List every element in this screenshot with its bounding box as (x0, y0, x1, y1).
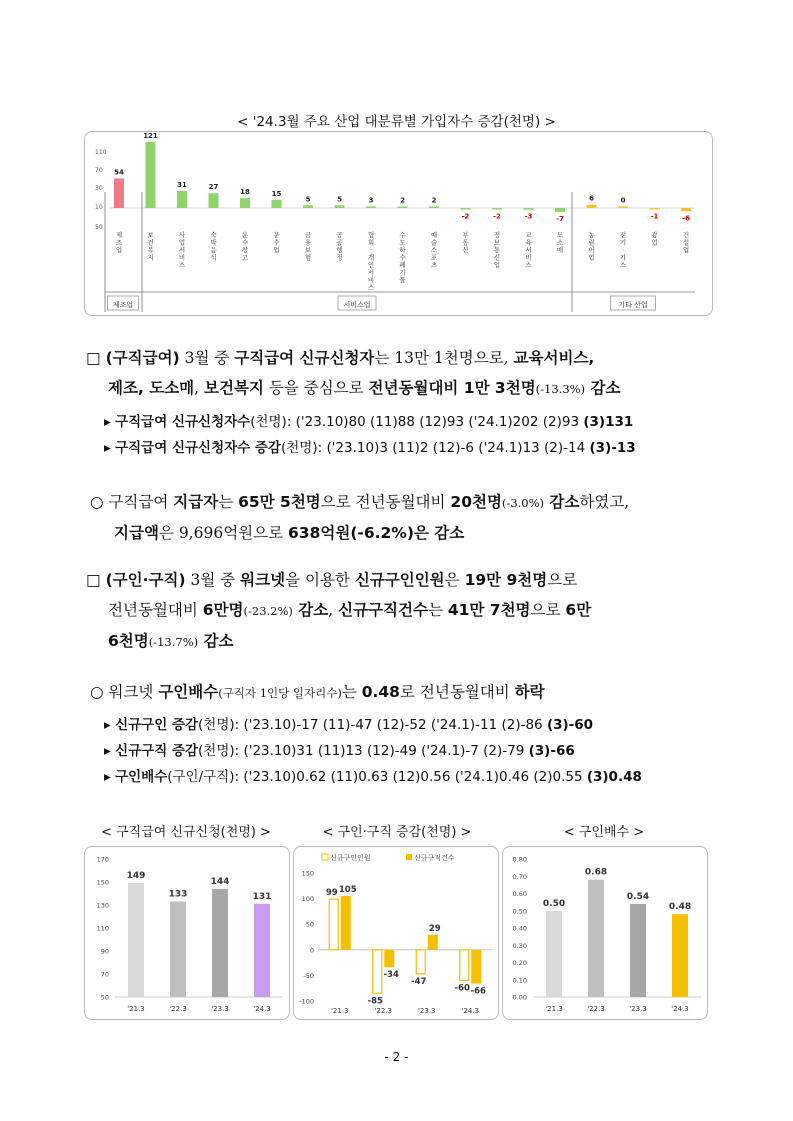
y-tick-label: 150 (301, 869, 314, 878)
data-label: -7 (556, 214, 564, 223)
data-label: 149 (126, 871, 146, 882)
bar (170, 902, 186, 997)
category-label: 숙 박 음 식 (210, 231, 217, 262)
triangle-bullet-icon: ▸ (104, 743, 111, 759)
category-label: 건 설 업 (682, 231, 690, 254)
y-tick-label: 50 (305, 920, 314, 929)
legend-swatch (406, 854, 412, 860)
y-tick-label: 110 (95, 149, 107, 156)
x-tick-label: '22.3 (169, 1005, 187, 1013)
x-tick-label: '22.3 (374, 1007, 393, 1015)
bar (398, 207, 408, 209)
data-label: -2 (461, 212, 470, 221)
data-label: -60 (454, 983, 470, 994)
bullet-list-1 (104, 409, 744, 461)
y-tick-label: 150 (96, 878, 109, 887)
category-label: 광 업 (651, 231, 658, 247)
bar (492, 208, 502, 210)
category-label: 부 동 산 (462, 231, 469, 254)
data-label: -34 (383, 970, 399, 981)
data-label: -66 (470, 986, 486, 997)
category-label: 운 수 업 (273, 231, 280, 254)
legend-label: 신규구직건수 (414, 854, 455, 862)
bar (335, 205, 345, 208)
data-label: -47 (411, 976, 427, 987)
data-label: 18 (240, 188, 250, 197)
y-tick-label: 10 (95, 204, 103, 211)
data-label: 121 (143, 132, 158, 140)
y-tick-label: 0.50 (512, 907, 527, 916)
x-tick-label: '21.3 (127, 1005, 145, 1013)
bar-job-offers (416, 950, 425, 974)
x-tick-label: '24.3 (671, 1005, 689, 1013)
y-tick-label: 70 (95, 167, 103, 174)
bar (587, 205, 597, 208)
bar (681, 208, 691, 211)
chart1-title: < 구직급여 신규신청(천명) > (101, 825, 271, 840)
main-chart-title: < '24.3월 주요 산업 대분류별 가입자수 증감(천명) > (237, 114, 556, 130)
x-tick-label: '23.3 (211, 1005, 229, 1013)
legend-label: 신규구인인원 (330, 854, 371, 862)
category-label: 교 육 서 비 스 (525, 231, 532, 269)
data-label: 2 (431, 196, 437, 205)
y-tick-label: 70 (100, 970, 109, 979)
y-tick-label: 170 (96, 855, 109, 864)
chart1-box (84, 846, 290, 1020)
data-label: -85 (367, 996, 383, 1007)
x-tick-label: '23.3 (417, 1007, 436, 1015)
data-label: 0 (620, 196, 626, 205)
triangle-bullet-icon: ▸ (104, 414, 111, 430)
bar (546, 911, 562, 997)
y-tick-label: 0.20 (512, 959, 527, 967)
y-tick-label: 0.40 (512, 924, 527, 933)
data-label: -3 (524, 212, 533, 221)
data-label: 31 (177, 181, 187, 190)
data-label: 0.50 (542, 898, 566, 909)
data-label: 6 (589, 194, 594, 203)
checkbox-square-icon: □ (86, 571, 101, 589)
category-label: 예 술 스 포 츠 (430, 231, 438, 269)
data-label: 54 (114, 168, 124, 177)
bar (254, 904, 270, 997)
bar (618, 207, 628, 209)
x-tick-label: '24.3 (253, 1005, 271, 1013)
category-label: 제 조 업 (115, 231, 123, 254)
legend-swatch (322, 854, 328, 860)
y-tick-label: 0.00 (512, 993, 527, 1002)
chart3 (503, 847, 707, 1019)
data-label: 0.48 (668, 902, 692, 913)
bar-job-seekers (384, 950, 394, 967)
bar (177, 191, 187, 208)
bar (128, 883, 144, 997)
data-label: 131 (252, 891, 272, 902)
bar (240, 198, 250, 208)
bar (114, 178, 124, 208)
chart2-title: < 구인·구직 증감(천명) > (322, 825, 472, 840)
list-item: ▸ 구직급여 신규신청자수(천명): ('23.10)80 (11)88 (12)93 ('24.1)202 (2)93 (3)131 (104, 414, 634, 430)
group-label: 기타 산업 (618, 301, 648, 309)
y-tick-label: 100 (301, 895, 314, 904)
category-label: 사 업 서 비 스 (178, 231, 186, 269)
y-tick-label: 90 (100, 947, 109, 956)
bullet-list-2 (104, 712, 754, 790)
list-item: ▸ 구직급여 신규신청자수 증감(천명): ('23.10)3 (11)2 (12)-6 ('24.1)13 (2)-14 (3)-13 (104, 440, 636, 456)
chart2 (294, 847, 498, 1019)
bar (555, 208, 565, 212)
bar (146, 142, 156, 208)
category-label: 금 융 보 험 (304, 231, 312, 262)
y-tick-label: 0.30 (512, 941, 527, 950)
data-label: 29 (428, 923, 441, 934)
bar-job-seekers (428, 935, 438, 950)
triangle-bullet-icon: ▸ (104, 440, 111, 456)
x-tick-label: '21.3 (330, 1007, 349, 1015)
data-label: 144 (210, 876, 230, 887)
category-label: 협 회 · 개 인 서 비 스 (367, 231, 375, 292)
bar (650, 208, 660, 210)
x-tick-label: '24.3 (461, 1007, 480, 1015)
paragraph-job-offers: □ (구인·구직) 3월 중 워크넷을 이용한 신규구인인원은 19만 9천명으로 전년동월대비 6만명(-23.2%) 감소, 신규구직건수는 41만 7천명으로 6만 6천명(-13.7%) 감소 (86, 571, 592, 650)
category-label: 수 도 하 수 폐 기 물 (399, 231, 406, 284)
x-tick-label: '23.3 (629, 1005, 647, 1013)
bar-job-offers (329, 899, 338, 950)
y-tick-label: 0.10 (512, 976, 527, 985)
group-label: 제조업 (112, 301, 134, 309)
page-number: - 2 - (384, 1050, 409, 1064)
bar (272, 200, 282, 208)
y-tick-label: 110 (96, 924, 109, 933)
y-tick-label: 0.80 (512, 855, 527, 864)
category-label: 도 소 매 (556, 231, 564, 254)
data-label: 0.68 (584, 867, 608, 878)
data-label: 3 (368, 196, 374, 205)
x-tick-label: '21.3 (545, 1005, 563, 1013)
bar (672, 914, 688, 997)
y-tick-label: 50 (95, 224, 103, 231)
y-tick-label: 130 (96, 901, 109, 910)
chart3-box (502, 846, 708, 1020)
paragraph-job-seeking-benefit: □ (구직급여) 3월 중 구직급여 신규신청자는 13만 1천명으로, 교육서비스, 제조, 도소매, 보건복지 등을 중심으로 전년동월대비 1만 3천명(-13.3%) 감소 (86, 349, 621, 397)
triangle-bullet-icon: ▸ (104, 717, 111, 733)
bar (209, 193, 219, 208)
y-tick-label: 50 (100, 993, 109, 1002)
triangle-bullet-icon: ▸ (104, 769, 111, 785)
y-tick-label: -50 (303, 971, 314, 980)
category-label: 전 기 · 가 스 (619, 231, 627, 269)
bar (524, 208, 534, 210)
chart1 (85, 847, 289, 1019)
paragraph-benefit-recipients: ○ 구직급여 지급자는 65만 5천명으로 전년동월대비 20천명(-3.0%) 감소하였고, 지급액은 9,696억원으로 638억원(-6.2%)은 감소 (90, 493, 630, 542)
bar (212, 889, 228, 997)
bar (429, 207, 439, 209)
data-label: 105 (338, 885, 357, 896)
data-label: -2 (493, 212, 501, 221)
data-label: 5 (305, 195, 311, 204)
bar (366, 206, 376, 208)
data-label: 0.54 (626, 891, 650, 902)
checkbox-square-icon: □ (86, 349, 101, 367)
category-label: 공 공 행 정 (336, 231, 343, 262)
chart3-title: < 구인배수 > (563, 825, 645, 840)
data-label: 5 (337, 195, 342, 204)
x-tick-label: '22.3 (587, 1005, 605, 1013)
main-chart (85, 132, 712, 315)
data-label: 133 (168, 889, 188, 900)
data-label: 27 (208, 183, 219, 192)
category-label: 보 건 복 지 (147, 231, 154, 262)
bar (588, 880, 604, 997)
paragraph-offer-ratio: ○ 워크넷 구인배수(구직자 1인당 일자리수)는 0.48로 전년동월대비 하락 (90, 683, 545, 701)
data-label: -6 (682, 214, 690, 223)
y-tick-label: 0.60 (512, 890, 527, 898)
category-label: 운 수 창 고 (241, 231, 249, 262)
bar-job-seekers (471, 950, 481, 984)
chart2-box (293, 846, 499, 1020)
bar (461, 208, 471, 210)
main-chart-box (84, 131, 713, 316)
bar-job-offers (373, 950, 382, 994)
category-label: 정 보 통 신 업 (493, 231, 501, 269)
list-item: ▸ 신규구인 증감(천명): ('23.10)-17 (11)-47 (12)-52 ('24.1)-11 (2)-86 (3)-60 (104, 717, 594, 733)
data-label: 15 (271, 189, 282, 198)
category-label: 농 림 어 업 (588, 231, 595, 262)
bar (303, 205, 313, 208)
data-label: -1 (650, 212, 659, 221)
y-tick-label: 0.70 (512, 872, 527, 881)
data-label: 99 (325, 888, 338, 899)
list-item: ▸ 구인배수(구인/구직): ('23.10)0.62 (11)0.63 (12)0.56 ('24.1)0.46 (2)0.55 (3)0.48 (104, 769, 642, 785)
data-label: 2 (400, 196, 405, 205)
group-label: 서비스업 (343, 301, 371, 309)
y-tick-label: -100 (299, 997, 314, 1006)
bar-job-seekers (341, 896, 351, 950)
bar (630, 904, 646, 997)
list-item: ▸ 신규구직 증감(천명): ('23.10)31 (11)13 (12)-49 ('24.1)-7 (2)-79 (3)-66 (104, 743, 575, 759)
bar-job-offers (460, 950, 469, 981)
y-tick-label: 0 (309, 946, 314, 955)
y-tick-label: 30 (95, 185, 103, 192)
